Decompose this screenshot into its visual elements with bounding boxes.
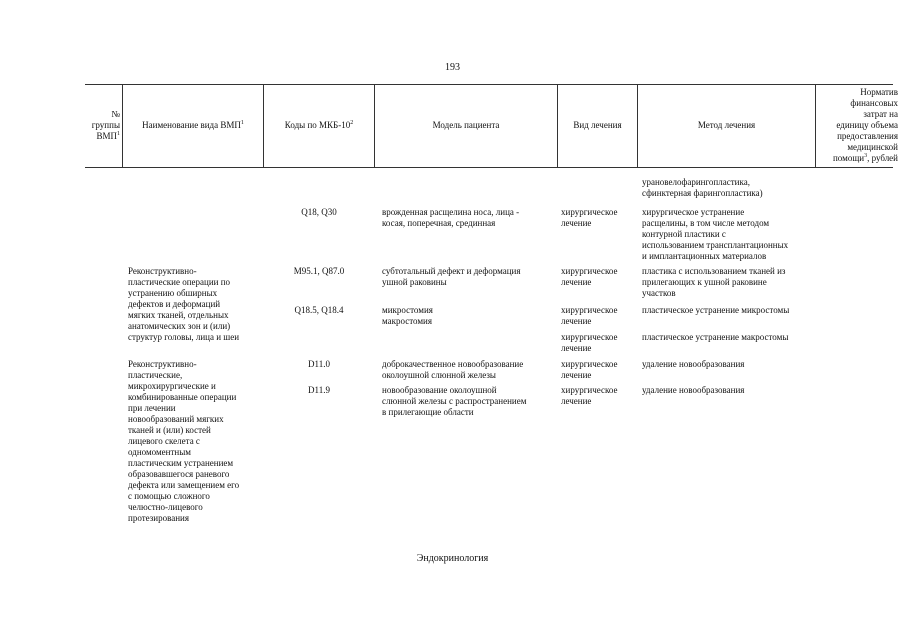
table-cell-type: хирургическое лечение <box>561 332 618 353</box>
table-cell-codes: M95.1, Q87.0 <box>293 266 345 276</box>
header-mkb-codes: Коды по МКБ-$10^2$ <box>284 120 354 130</box>
header-treatment-method: Метод лечения <box>697 120 756 130</box>
table-cell-model: субтотальный дефект и деформация ушной раковины <box>382 266 521 287</box>
table-cell-model: врожденная расщелина носа, лица - косая, поперечная, срединная <box>382 207 520 228</box>
table-cell-method: хирургическое устранение расщелины, в том числе методом контурной пластики с использованием трансплантационных и имплантационных материалов <box>642 207 789 261</box>
header-treatment-type: Вид лечения <box>573 120 622 130</box>
page-number: 193 <box>445 62 460 73</box>
table-cell-model: микростомия макростомия <box>382 305 433 326</box>
table-cell-method: удаление новообразования <box>642 359 745 369</box>
table-cell-type: хирургическое лечение <box>561 385 618 406</box>
table-cell-method: удаление новообразования <box>642 385 745 395</box>
table-cell-codes: D11.9 <box>308 385 330 395</box>
table-cell-method: пластическое устранение макростомы <box>642 332 789 342</box>
table-cell-model: новообразование околоушной слюнной железы с распространением в прилегающие области <box>382 385 527 417</box>
table-cell-vmp-name: Реконструктивно- пластические, микрохирургические и комбинированные операции при лечении новообразований мягких тканей и (или) костей лицевого скелета с одномоментным пластическим устранением образовавшегося раневого дефекта или замещением его с помощью сложного челюстно-лицевого протезирования <box>128 359 240 523</box>
header-vmp-name: Наименование вида ВМП$^1$ <box>142 120 244 130</box>
table-cell-method: пластическое устранение микростомы <box>642 305 790 315</box>
table-cell-codes: D11.0 <box>308 359 330 369</box>
table-cell-type: хирургическое лечение <box>561 305 618 326</box>
table-cell-model: доброкачественное новообразование околоушной слюнной железы <box>382 359 524 380</box>
table-cell-method: урановелофарингопластика, сфинктерная фарингопластика) <box>642 177 763 198</box>
table-header-bottom-border <box>85 167 893 168</box>
table-cell-type: хирургическое лечение <box>561 207 618 228</box>
header-cost-norm: Норматив финансовых затрат на единицу объема предоставления медицинской помощи$^3$, рублей <box>832 87 898 163</box>
table-cell-type: хирургическое лечение <box>561 359 618 380</box>
table-cell-method: пластика с использованием тканей из прилегающих к ушной раковине участков <box>642 266 786 298</box>
section-title: Эндокринология <box>416 553 489 564</box>
table-cell-codes: Q18, Q30 <box>301 207 337 217</box>
table-cell-vmp-name: Реконструктивно- пластические операции по устранению обширных дефектов и деформаций мягких тканей, отдельных анатомических зон и (или) структур головы, лица и шеи <box>128 266 240 342</box>
table-cell-codes: Q18.5, Q18.4 <box>294 305 344 315</box>
table-cell-type: хирургическое лечение <box>561 266 618 287</box>
header-patient-model: Модель пациента <box>432 120 500 130</box>
header-group-number: № группы ВМП$^1$ <box>91 109 120 141</box>
